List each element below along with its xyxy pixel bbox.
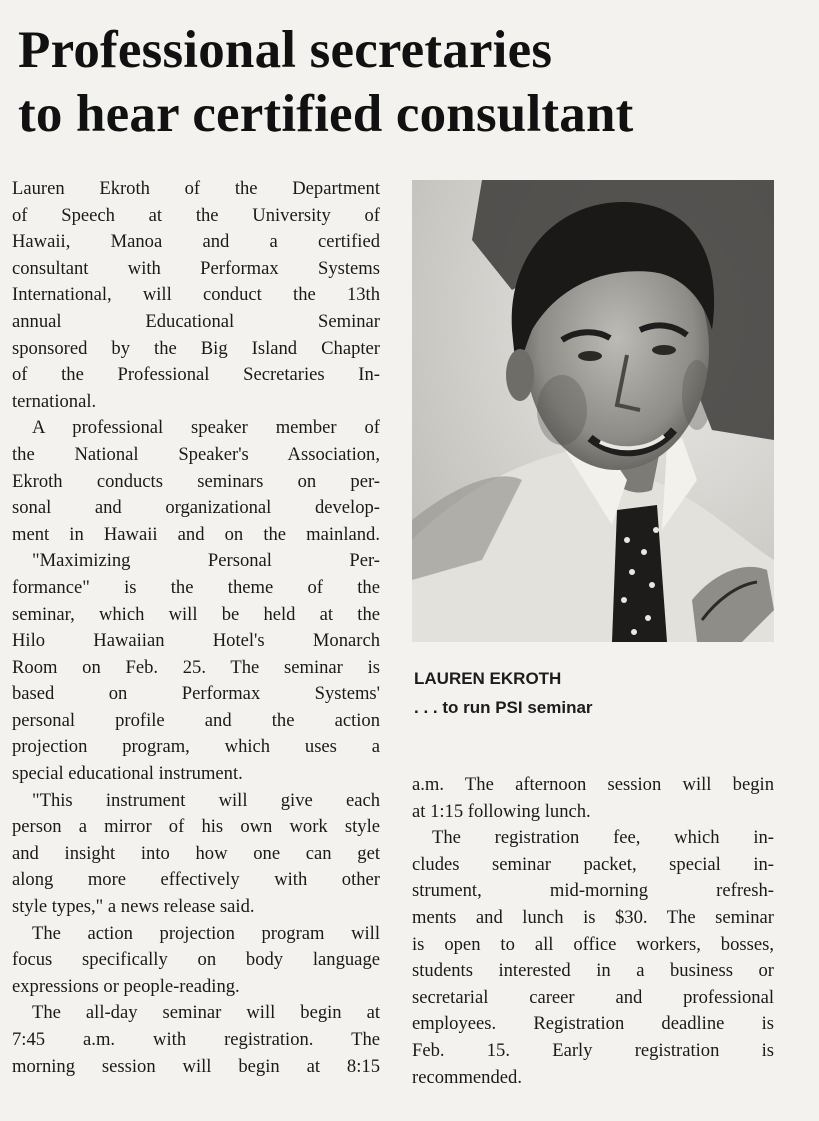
body-line: employees. Registration deadline is [412,1013,774,1035]
body-line: ternational. [12,390,97,412]
body-line: is open to all office workers, bosses, [412,933,774,955]
body-line: "This instrument will give each [32,789,380,811]
body-line: 7:45 a.m. with registration. The [12,1029,380,1050]
body-line: a.m. The afternoon session will begin [412,774,774,795]
body-line: consultant with Performax Systems [12,257,380,279]
body-line: Ekroth conducts seminars on per- [12,470,380,492]
body-line: of Speech at the University of [12,204,380,226]
body-line: special educational instrument. [12,763,243,785]
photo-caption [414,664,774,722]
body-line: ment in Hawaii and on the mainland. [12,523,380,545]
body-line: sonal and organizational develop- [12,497,380,519]
body-line: seminar, which will be held at the [12,603,380,625]
article-column-right [412,772,774,1091]
body-line: Hilo Hawaiian Hotel's Monarch [12,630,380,652]
body-line: personal profile and the action [12,709,380,731]
caption-text: . . . to run PSI seminar [414,698,593,717]
article-headline [18,18,808,146]
body-line: Room on Feb. 25. The seminar is [12,656,380,678]
body-line: ments and lunch is $30. The seminar [412,906,774,928]
body-line: cludes seminar packet, special in- [412,853,774,875]
body-line: at 1:15 following lunch. [412,800,591,822]
body-line: "Maximizing Personal Per- [32,550,380,572]
body-line: morning session will begin at 8:15 [12,1055,380,1077]
article-column-left [12,176,380,1080]
body-line: person a mirror of his own work style [12,816,380,838]
headline-line-1: Professional secretaries [18,21,553,79]
body-line: of the Professional Secretaries In- [12,364,380,386]
body-line: annual Educational Seminar [12,310,380,332]
body-line: expressions or people-reading. [12,975,240,997]
body-line: strument, mid-morning refresh- [412,880,774,902]
body-line: style types," a news release said. [12,896,255,918]
body-line: Feb. 15. Early registration is [412,1039,774,1061]
body-line: sponsored by the Big Island Chapter [12,337,380,359]
body-line: based on Performax Systems' [12,683,380,705]
body-line: recommended. [412,1066,522,1088]
body-line: The registration fee, which in- [432,827,774,849]
portrait-photo [412,180,774,642]
body-line: and insight into how one can get [12,842,380,864]
body-line: A professional speaker member of [32,417,380,439]
body-line: The all-day seminar will begin at [32,1002,380,1024]
body-line: The action projection program will [32,922,380,944]
body-line: projection program, which uses a [12,736,380,758]
headline-line-2: to hear certified consultant [18,85,634,143]
body-line: Lauren Ekroth of the Department [12,178,380,199]
body-line: formance" is the theme of the [12,576,380,598]
portrait-image [412,180,774,642]
body-line: students interested in a business or [412,960,774,982]
body-line: Hawaii, Manoa and a certified [12,231,380,253]
body-line: the National Speaker's Association, [12,443,380,465]
body-line: along more effectively with other [12,869,380,891]
caption-name: LAUREN EKROTH [414,669,562,688]
body-line: secretarial career and professional [412,986,774,1008]
body-line: focus specifically on body language [12,949,380,971]
body-line: International, will conduct the 13th [12,284,380,306]
